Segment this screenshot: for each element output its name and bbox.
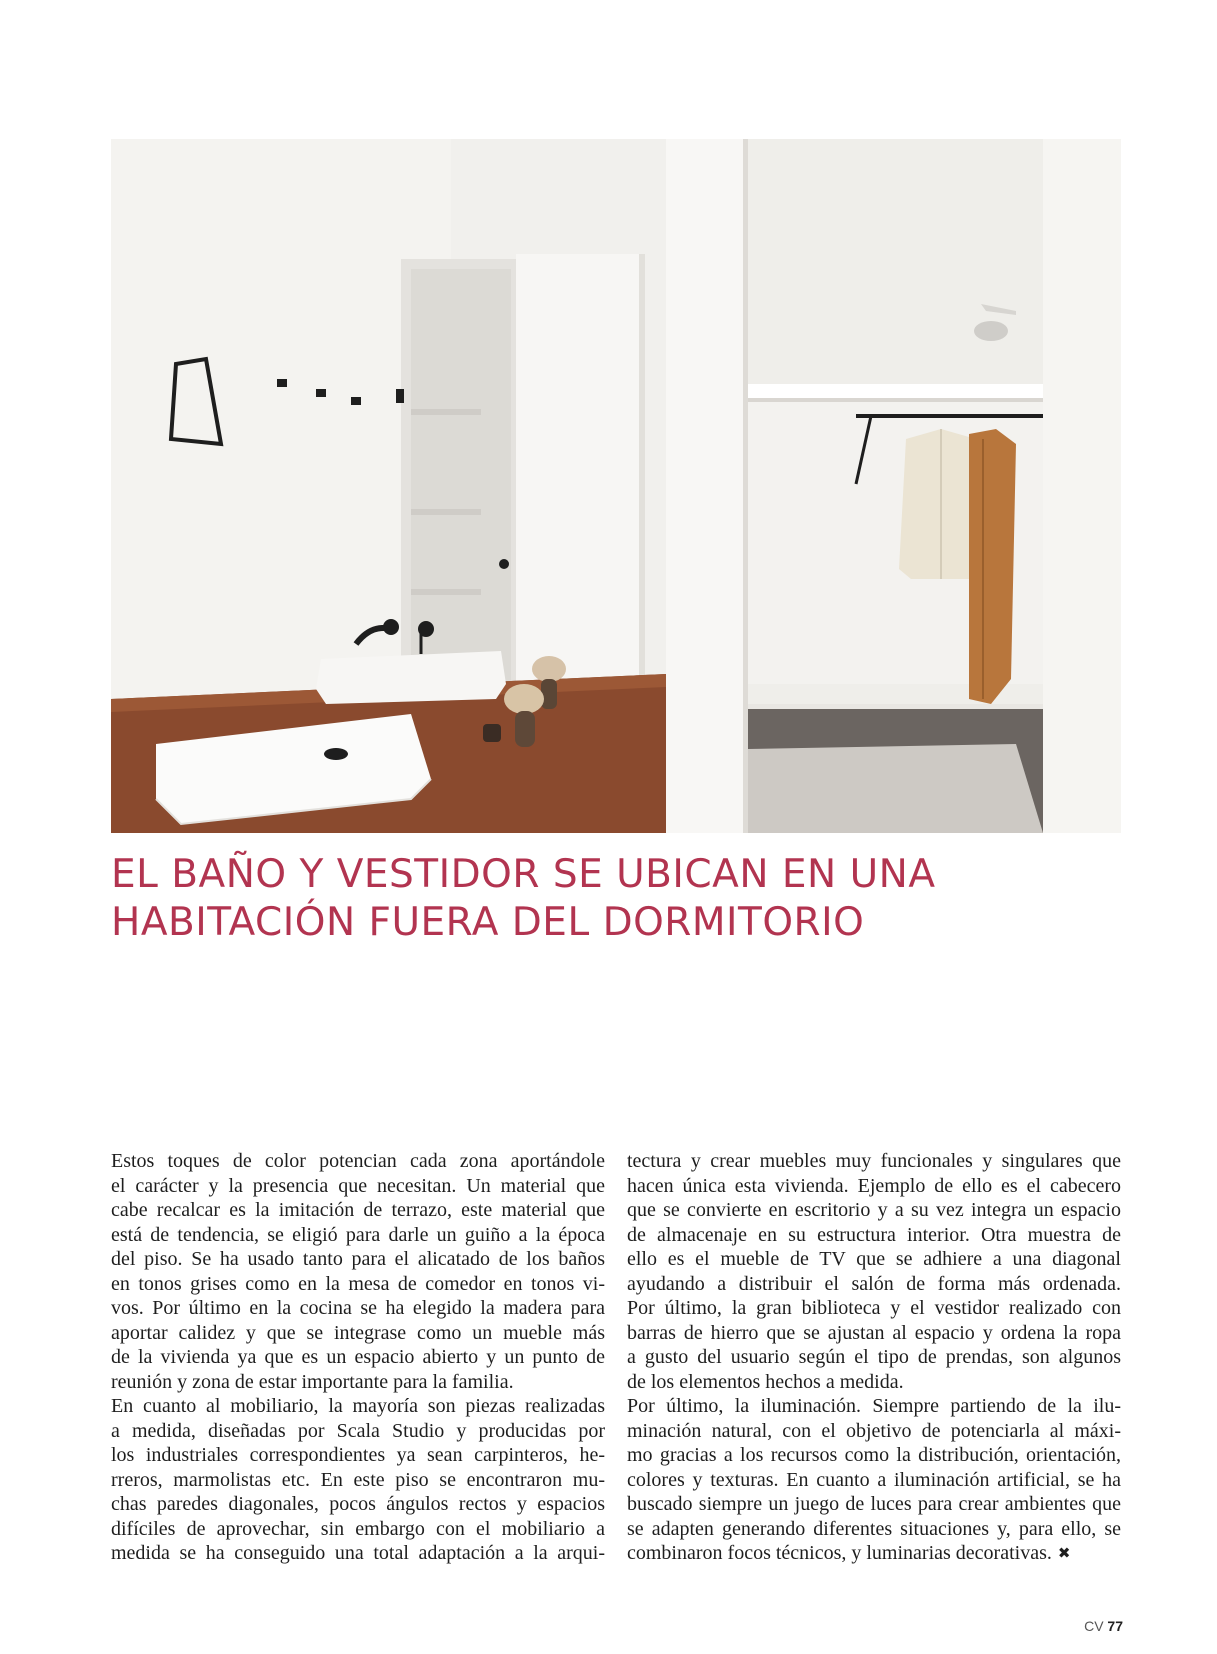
- body-line: de los elementos hechos a medida.: [627, 1370, 904, 1393]
- body-line: los industriales correspondientes ya sean carpinteros, he-: [111, 1444, 605, 1466]
- body-line: Por último, la gran biblioteca y el vestidor realizado con: [627, 1297, 1121, 1319]
- body-line: a gusto del usuario según el tipo de prendas, son algunos: [627, 1346, 1121, 1368]
- headline-line-2: HABITACIÓN FUERA DEL DORMITORIO: [111, 900, 865, 945]
- body-line: aportar calidez y que se integrase como un mueble más: [111, 1321, 605, 1344]
- body-line: ello es el mueble de TV que se adhiere a una diagonal: [627, 1248, 1121, 1270]
- body-line: mo gracias a los recursos como la distribución, orientación,: [627, 1444, 1121, 1466]
- body-line: colores y texturas. En cuanto a iluminación artificial, se ha: [627, 1468, 1121, 1491]
- body-line: en tonos grises como en la mesa de comedor en tonos vi-: [111, 1272, 605, 1295]
- body-line: tectura y crear muebles muy funcionales y singulares que: [627, 1150, 1121, 1172]
- body-line: el carácter y la presencia que necesitan. Un material que: [111, 1174, 605, 1197]
- page-number: 77: [1107, 1618, 1123, 1634]
- article-photo: [111, 139, 1121, 833]
- body-line: hacen única esta vivienda. Ejemplo de ello es el cabecero: [627, 1174, 1121, 1197]
- body-column-right: [627, 1149, 1121, 1566]
- bathroom-and-dressing-room-photo-icon: [111, 139, 1121, 833]
- body-line: Estos toques de color potencian cada zona aportándole: [111, 1150, 605, 1172]
- body-line: difíciles de aprovechar, sin embargo con el mobiliario a: [111, 1517, 605, 1540]
- body-line: chas paredes diagonales, pocos ángulos rectos y espacios: [111, 1493, 605, 1515]
- body-column-left: [111, 1149, 605, 1566]
- magazine-name: CV: [1084, 1618, 1104, 1634]
- body-line: se adapten generando diferentes situaciones y, para ello, se: [627, 1517, 1121, 1540]
- end-mark-icon: ✖: [1057, 1544, 1071, 1562]
- body-line: ayudando a distribuir el salón de forma más ordenada.: [627, 1272, 1121, 1295]
- headline: [111, 851, 1121, 947]
- page-folio: [1084, 1618, 1123, 1634]
- body-line: a medida, diseñadas por Scala Studio y producidas por: [111, 1419, 605, 1442]
- body-line: minación natural, con el objetivo de potenciarla al máxi-: [627, 1419, 1121, 1442]
- body-line-final-text: combinaron focos técnicos, y luminarias decorativas.: [627, 1542, 1052, 1564]
- body-line: reunión y zona de estar importante para la familia.: [111, 1370, 514, 1393]
- body-line: En cuanto al mobiliario, la mayoría son piezas realizadas: [111, 1395, 605, 1417]
- body-line: cabe recalcar es la imitación de terrazo, este material que: [111, 1199, 605, 1221]
- body-line: del piso. Se ha usado tanto para el alicatado de los baños: [111, 1248, 605, 1270]
- body-line: está de tendencia, se eligió para darle un guiño a la época: [111, 1223, 605, 1246]
- body-line: buscado siempre un juego de luces para crear ambientes que: [627, 1493, 1121, 1515]
- body-line: vos. Por último en la cocina se ha elegido la madera para: [111, 1297, 605, 1319]
- body-line-final: [627, 1541, 1121, 1566]
- body-line: medida se ha conseguido una total adaptación a la arqui-: [111, 1542, 605, 1564]
- body-line: de la vivienda ya que es un espacio abierto y un punto de: [111, 1346, 605, 1368]
- headline-line-1: EL BAÑO Y VESTIDOR SE UBICAN EN UNA: [111, 852, 936, 897]
- body-line: de almacenaje en su estructura interior. Otra muestra de: [627, 1223, 1121, 1246]
- body-line: barras de hierro que se ajustan al espacio y ordena la ropa: [627, 1321, 1121, 1344]
- body-line: que se convierte en escritorio y a su vez integra un espacio: [627, 1199, 1121, 1221]
- body-line: Por último, la iluminación. Siempre partiendo de la ilu-: [627, 1395, 1121, 1417]
- body-line: rreros, marmolistas etc. En este piso se encontraron mu-: [111, 1468, 605, 1491]
